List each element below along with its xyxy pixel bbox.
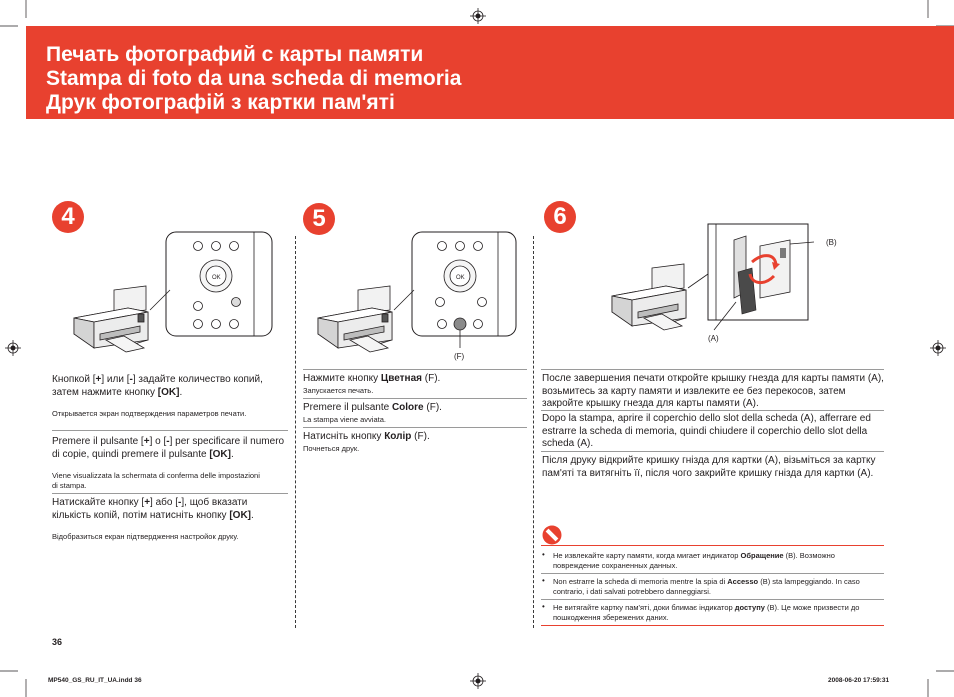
step4-ru-pre: Кнопкой [: [52, 374, 96, 385]
step4-it-mid2: ] per specificare il numero di copie, quindi premere il pulsante: [52, 436, 285, 460]
caution-top-rule: [541, 545, 884, 546]
caution-it-end: (B) sta lampeggiando. In caso contrario, i dati salvati potrebbero danneggiarsi.: [553, 577, 860, 596]
step4-it-ok: [OK]: [209, 448, 231, 460]
step5-ru-pre: Нажмите кнопку: [303, 373, 381, 384]
divider: [541, 599, 884, 600]
timestamp: 2008-06-20 17:59:31: [828, 677, 890, 684]
caution-ua-end: (B). Це може призвести до пошкодження збережених даних.: [553, 603, 860, 622]
column-separator: [295, 236, 296, 628]
prohibition-icon: [542, 525, 562, 545]
label-b: (B): [826, 238, 837, 247]
step4-ru-plus: +: [95, 374, 102, 385]
title-it: Stampa di foto da una scheda di memoria: [46, 67, 462, 90]
step4-ru-mid2: ] задайте количество копий, затем нажмите кнопку: [52, 374, 263, 398]
step4-text-ru: [52, 374, 288, 399]
caution-ru: [553, 551, 883, 571]
printer-illustration: [310, 230, 520, 360]
file-name: MP540_GS_RU_IT_UA.indd 36: [48, 677, 142, 684]
step5-ru-bold: Цветная: [380, 373, 422, 384]
caution-ua: [553, 603, 883, 623]
step4-it-plus: +: [143, 436, 150, 447]
title-ua: Друк фотографій з картки пам'яті: [46, 91, 395, 114]
caution-bottom-rule: [541, 625, 884, 626]
label-f: (F): [454, 352, 465, 361]
step5-ua-end: (F).: [411, 431, 430, 442]
caution-ua-pre: Не витягайте картку пам'яті, доки блимає індикатор: [553, 603, 735, 612]
svg-text:OK: OK: [456, 275, 465, 281]
printer-illustration: [66, 230, 276, 360]
caution-it-bold: Accesso: [727, 577, 759, 586]
registration-mark-icon: [470, 673, 486, 689]
step4-it-minus: -: [166, 436, 170, 447]
column-separator: [533, 236, 534, 628]
step5-text-ru: [303, 373, 527, 386]
step4-text-ua: [52, 497, 288, 522]
step4-ua-mid2: ], щоб вказати кількість копій, потім натисніть кнопку: [52, 497, 248, 521]
step6-text-ru: После завершения печати откройте крышку гнезда для карты памяти (A), возьмитесь за карту памяти и извлеките ее без перекосов, затем закройте крышку гнезда для карты памяти (A).: [542, 373, 884, 409]
caution-it: [553, 577, 883, 597]
step4-ru-minus: -: [129, 374, 133, 385]
caution-ru-pre: Не извлекайте карту памяти, когда мигает индикатор: [553, 551, 741, 560]
page-number: 36: [52, 637, 63, 647]
step5-note-it: La stampa viene avviata.: [303, 415, 386, 424]
step4-ua-pre: Натискайте кнопку [: [52, 497, 145, 508]
header-banner: [26, 26, 954, 119]
step4-it-end: .: [231, 448, 234, 460]
step-number-4: 4: [52, 201, 84, 233]
step5-it-bold: Colore: [391, 402, 424, 413]
step4-text-it: [52, 436, 288, 461]
step4-ua-minus: -: [178, 497, 182, 508]
step4-it-pre: Premere il pulsante [: [52, 436, 144, 447]
step4-it-mid: ] o [: [149, 436, 167, 447]
registration-mark-icon: [470, 8, 486, 24]
step5-it-end: (F).: [423, 402, 442, 413]
step4-note-it: Viene visualizzata la schermata di conferma delle impostazioni di stampa.: [52, 471, 260, 490]
caution-ru-bold: Обращение: [740, 551, 784, 560]
bullet: •: [542, 576, 545, 585]
registration-mark-icon: [5, 340, 21, 356]
step4-ua-mid: ] або [: [150, 497, 179, 508]
step5-ua-bold: Колір: [384, 431, 412, 442]
step5-text-it: [303, 402, 527, 415]
divider: [541, 410, 884, 411]
step5-ru-end: (F).: [421, 373, 441, 384]
bullet: •: [542, 550, 545, 559]
step-number-5: 5: [303, 203, 335, 235]
bullet: •: [542, 602, 545, 611]
label-a: (A): [708, 334, 719, 343]
divider: [52, 430, 288, 431]
step5-it-pre: Premere il pulsante: [303, 402, 392, 413]
step5-note-ua: Почнеться друк.: [303, 444, 360, 453]
step5-ua-pre: Натисніть кнопку: [303, 431, 385, 442]
step4-note-ua: Відобразиться екран підтвердження настройок друку.: [52, 532, 239, 541]
step6-text-it: Dopo la stampa, aprire il coperchio dello slot della scheda (A), afferrare ed estrarre la scheda di memoria, quindi chiudere il coperchio dello slot della scheda (A).: [542, 413, 871, 449]
step5-text-ua: [303, 431, 527, 444]
caution-ua-bold: доступу: [734, 603, 765, 612]
registration-mark-icon: [930, 340, 946, 356]
divider: [541, 369, 884, 370]
step6-text-ua: Після друку відкрийте кришку гнізда для картки (A), візьміться за картку пам'яті та витягніть її, після чого закрийте кришку гнізда для картки (A).: [542, 455, 876, 479]
caution-it-pre: Non estrarre la scheda di memoria mentre la spia di: [553, 577, 728, 586]
title-ru: Печать фотографий с карты памяти: [46, 43, 424, 66]
step4-ua-plus: +: [144, 497, 151, 508]
divider: [303, 398, 527, 399]
caution-ru-end: (B). Возможно повреждение сохраненных данных.: [553, 551, 835, 570]
divider: [541, 573, 884, 574]
step4-ua-ok: [OK]: [229, 509, 252, 521]
step4-ua-end: .: [251, 509, 254, 521]
divider: [303, 427, 527, 428]
step4-ru-ok: [OK]: [157, 386, 180, 398]
step4-note-ru: Открывается экран подтверждения параметров печати.: [52, 409, 247, 418]
step4-ru-end: .: [179, 386, 183, 398]
divider: [541, 451, 884, 452]
divider: [303, 369, 527, 370]
svg-text:OK: OK: [212, 275, 221, 281]
step5-note-ru: Запускается печать.: [303, 386, 374, 395]
divider: [52, 493, 288, 494]
step-number-6: 6: [544, 201, 576, 233]
step4-ru-mid: ] или [: [101, 374, 130, 385]
